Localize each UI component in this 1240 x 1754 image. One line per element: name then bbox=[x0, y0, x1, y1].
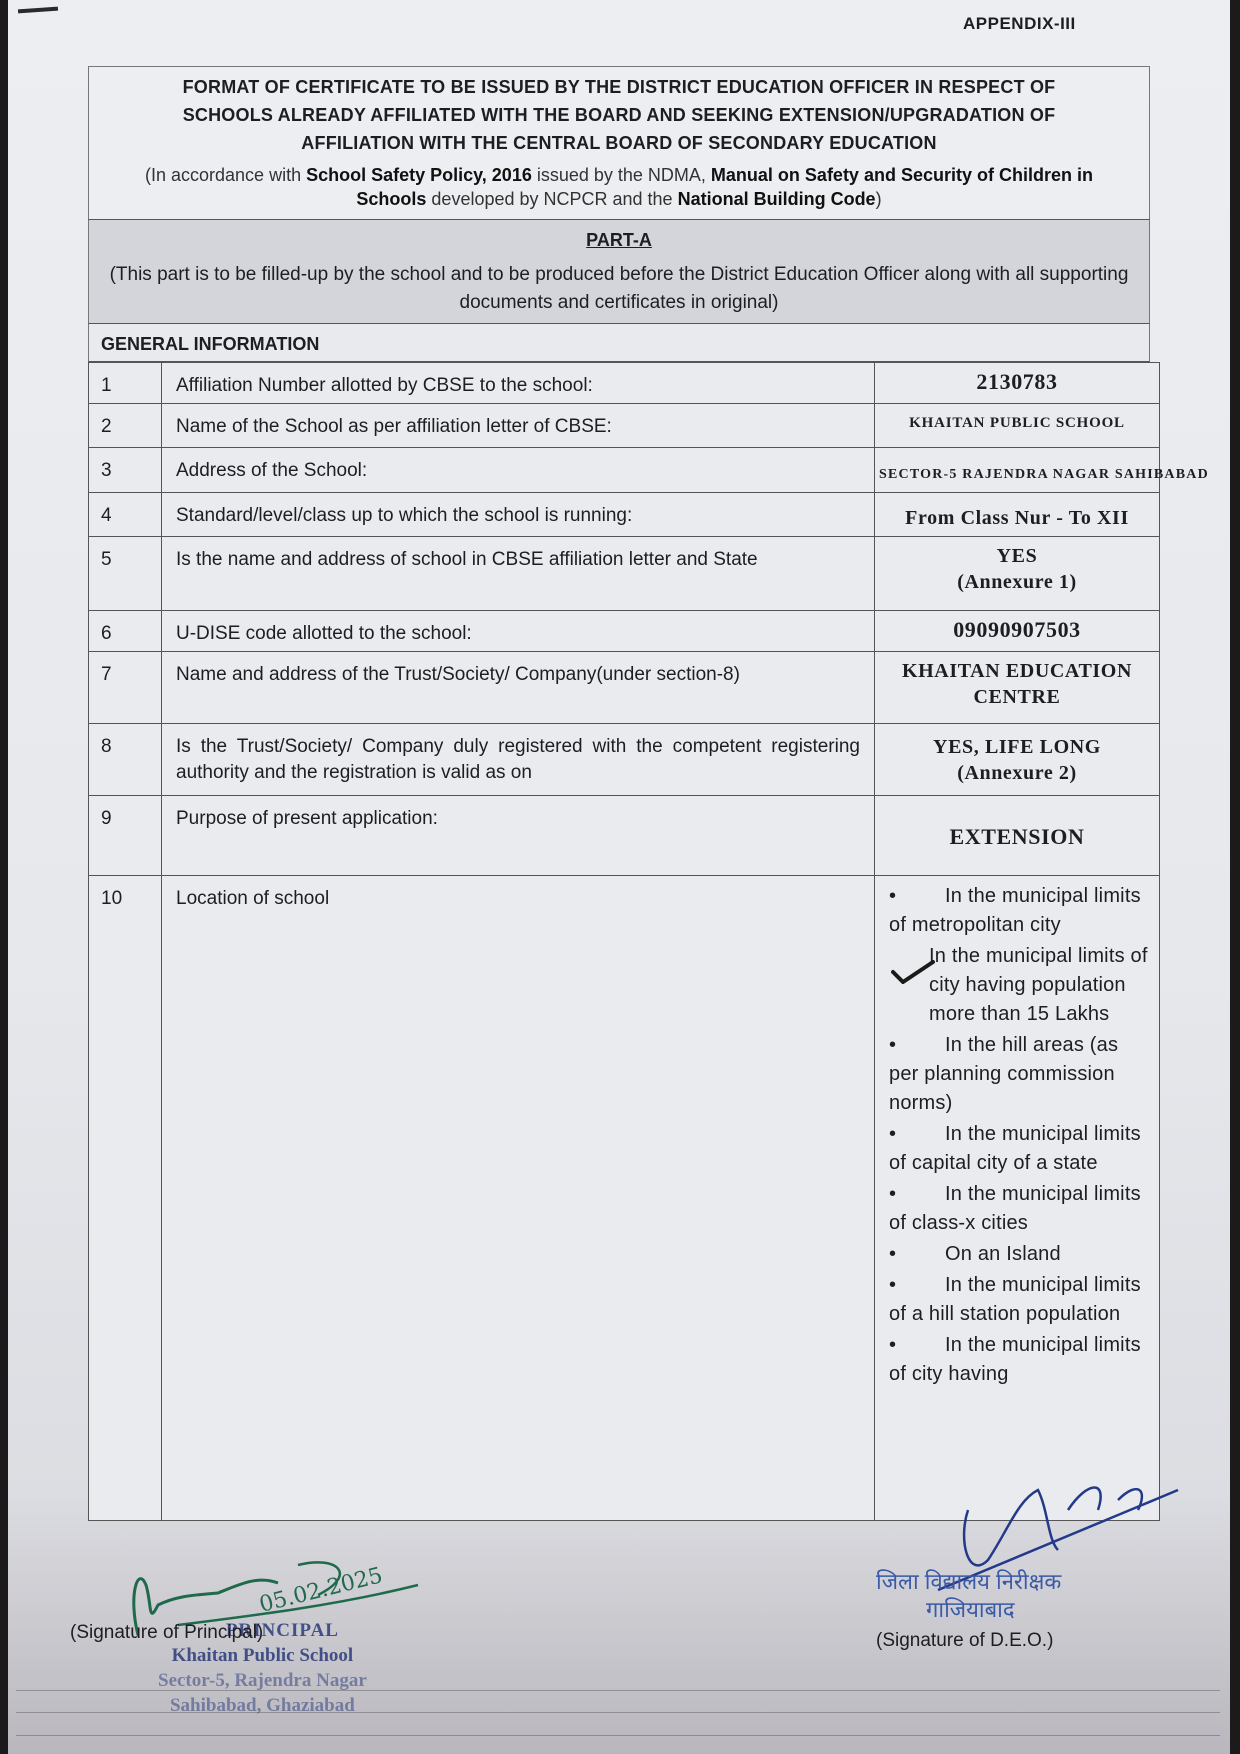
row-answer: SECTOR-5 RAJENDRA NAGAR SAHIBABAD bbox=[875, 448, 1160, 493]
row-number: 3 bbox=[89, 448, 162, 493]
table-row bbox=[89, 611, 1160, 652]
bullet-icon: • bbox=[889, 1034, 897, 1056]
bullet-icon: • bbox=[889, 1183, 897, 1205]
general-information-table bbox=[88, 362, 1209, 1521]
row-number: 8 bbox=[89, 724, 162, 796]
row-question: Name and address of the Trust/Society/ Company(under section-8) bbox=[162, 652, 875, 724]
table-row bbox=[89, 404, 1160, 448]
location-option[interactable]: • In the municipal limits of class-x cities bbox=[889, 1180, 1151, 1238]
title-line: FORMAT OF CERTIFICATE TO BE ISSUED BY THE DISTRICT EDUCATION OFFICER IN RESPECT OF bbox=[182, 77, 1056, 97]
location-options-list bbox=[875, 876, 1160, 1521]
row-question: Is the Trust/Society/ Company duly registered with the competent registering authority and the registration is valid as on bbox=[162, 724, 875, 796]
row-answer: 2130783 bbox=[875, 363, 1160, 404]
table-row bbox=[89, 652, 1160, 724]
certificate-form bbox=[88, 66, 1209, 1521]
bullet-icon: • bbox=[889, 1123, 897, 1145]
location-option[interactable]: • In the hill areas (as per planning commission norms) bbox=[889, 1031, 1151, 1118]
appendix-label: APPENDIX-III bbox=[963, 14, 1076, 33]
row-question: Purpose of present application: bbox=[162, 796, 875, 876]
row-question: Location of school bbox=[162, 876, 875, 1521]
row-question: Standard/level/class up to which the school is running: bbox=[162, 493, 875, 537]
part-a-instruction: (This part is to be filled-up by the school and to be produced before the District Education Officer along with all supporting documents and certificates in original) bbox=[109, 264, 1129, 313]
location-option[interactable]: • In the municipal limits of capital city of a state bbox=[889, 1120, 1151, 1178]
table-row bbox=[89, 448, 1160, 493]
location-option[interactable]: • In the municipal limits of a hill station population bbox=[889, 1271, 1151, 1329]
row-number: 1 bbox=[89, 363, 162, 404]
row-answer: KHAITAN PUBLIC SCHOOL bbox=[875, 404, 1160, 448]
location-option[interactable]: • In the municipal limits of metropolitan city bbox=[889, 882, 1151, 940]
part-a-heading: PART-A bbox=[586, 230, 652, 250]
row-question: Is the name and address of school in CBSE affiliation letter and State bbox=[162, 537, 875, 611]
corner-mark bbox=[18, 7, 58, 14]
checkmark-icon bbox=[891, 960, 935, 984]
table-row bbox=[89, 493, 1160, 537]
row-number: 2 bbox=[89, 404, 162, 448]
table-row bbox=[89, 796, 1160, 876]
table-row bbox=[89, 876, 1160, 1521]
table-row bbox=[89, 724, 1160, 796]
row-answer: YES (Annexure 1) bbox=[875, 537, 1160, 611]
row-number: 6 bbox=[89, 611, 162, 652]
title-line: SCHOOLS ALREADY AFFILIATED WITH THE BOARD AND SEEKING EXTENSION/UPGRADATION OF bbox=[182, 105, 1056, 125]
document-page bbox=[8, 0, 1230, 1754]
deo-stamp: जिला विद्यालय निरीक्षक गाजियाबाद bbox=[876, 1569, 1062, 1622]
row-answer: YES, LIFE LONG (Annexure 2) bbox=[875, 724, 1160, 796]
bullet-icon: • bbox=[889, 885, 897, 907]
table-row bbox=[89, 537, 1160, 611]
row-question: Address of the School: bbox=[162, 448, 875, 493]
row-number: 10 bbox=[89, 876, 162, 1521]
principal-date: 05.02.2025 bbox=[256, 1563, 386, 1618]
title-box bbox=[88, 66, 1150, 220]
row-answer: EXTENSION bbox=[875, 796, 1160, 876]
principal-stamp: PRINCIPAL Khaitan Public School Sector-5, Rajendra Nagar Sahibabad, Ghaziabad bbox=[158, 1620, 367, 1716]
section-heading: GENERAL INFORMATION bbox=[88, 324, 1150, 362]
part-a-header bbox=[88, 220, 1150, 324]
row-answer: 09090907503 bbox=[875, 611, 1160, 652]
subtitle: (In accordance with School Safety Policy, 2016 issued by the NDMA, Manual on Safety and Security of Children in Schools developed by NCPCR and the National Building Code) bbox=[145, 165, 1093, 209]
location-option-selected[interactable]: In the municipal limits of city having population more than 15 Lakhs bbox=[889, 942, 1151, 1029]
title-line: AFFILIATION WITH THE CENTRAL BOARD OF SECONDARY EDUCATION bbox=[301, 133, 937, 153]
row-number: 9 bbox=[89, 796, 162, 876]
row-question: Affiliation Number allotted by CBSE to the school: bbox=[162, 363, 875, 404]
location-option[interactable]: • In the municipal limits of city having bbox=[889, 1331, 1151, 1389]
row-answer: From Class Nur - To XII bbox=[875, 493, 1160, 537]
row-number: 7 bbox=[89, 652, 162, 724]
bullet-icon: • bbox=[889, 1243, 897, 1265]
row-number: 5 bbox=[89, 537, 162, 611]
table-row bbox=[89, 363, 1160, 404]
row-question: Name of the School as per affiliation letter of CBSE: bbox=[162, 404, 875, 448]
deo-signature-label: (Signature of D.E.O.) bbox=[876, 1630, 1054, 1651]
row-number: 4 bbox=[89, 493, 162, 537]
location-option[interactable]: • On an Island bbox=[889, 1240, 1151, 1269]
row-question: U-DISE code allotted to the school: bbox=[162, 611, 875, 652]
bullet-icon: • bbox=[889, 1274, 897, 1296]
bullet-icon: • bbox=[889, 1334, 897, 1356]
row-answer: KHAITAN EDUCATION CENTRE bbox=[875, 652, 1160, 724]
principal-signature-label: (Signature of Principal) bbox=[70, 1622, 264, 1643]
